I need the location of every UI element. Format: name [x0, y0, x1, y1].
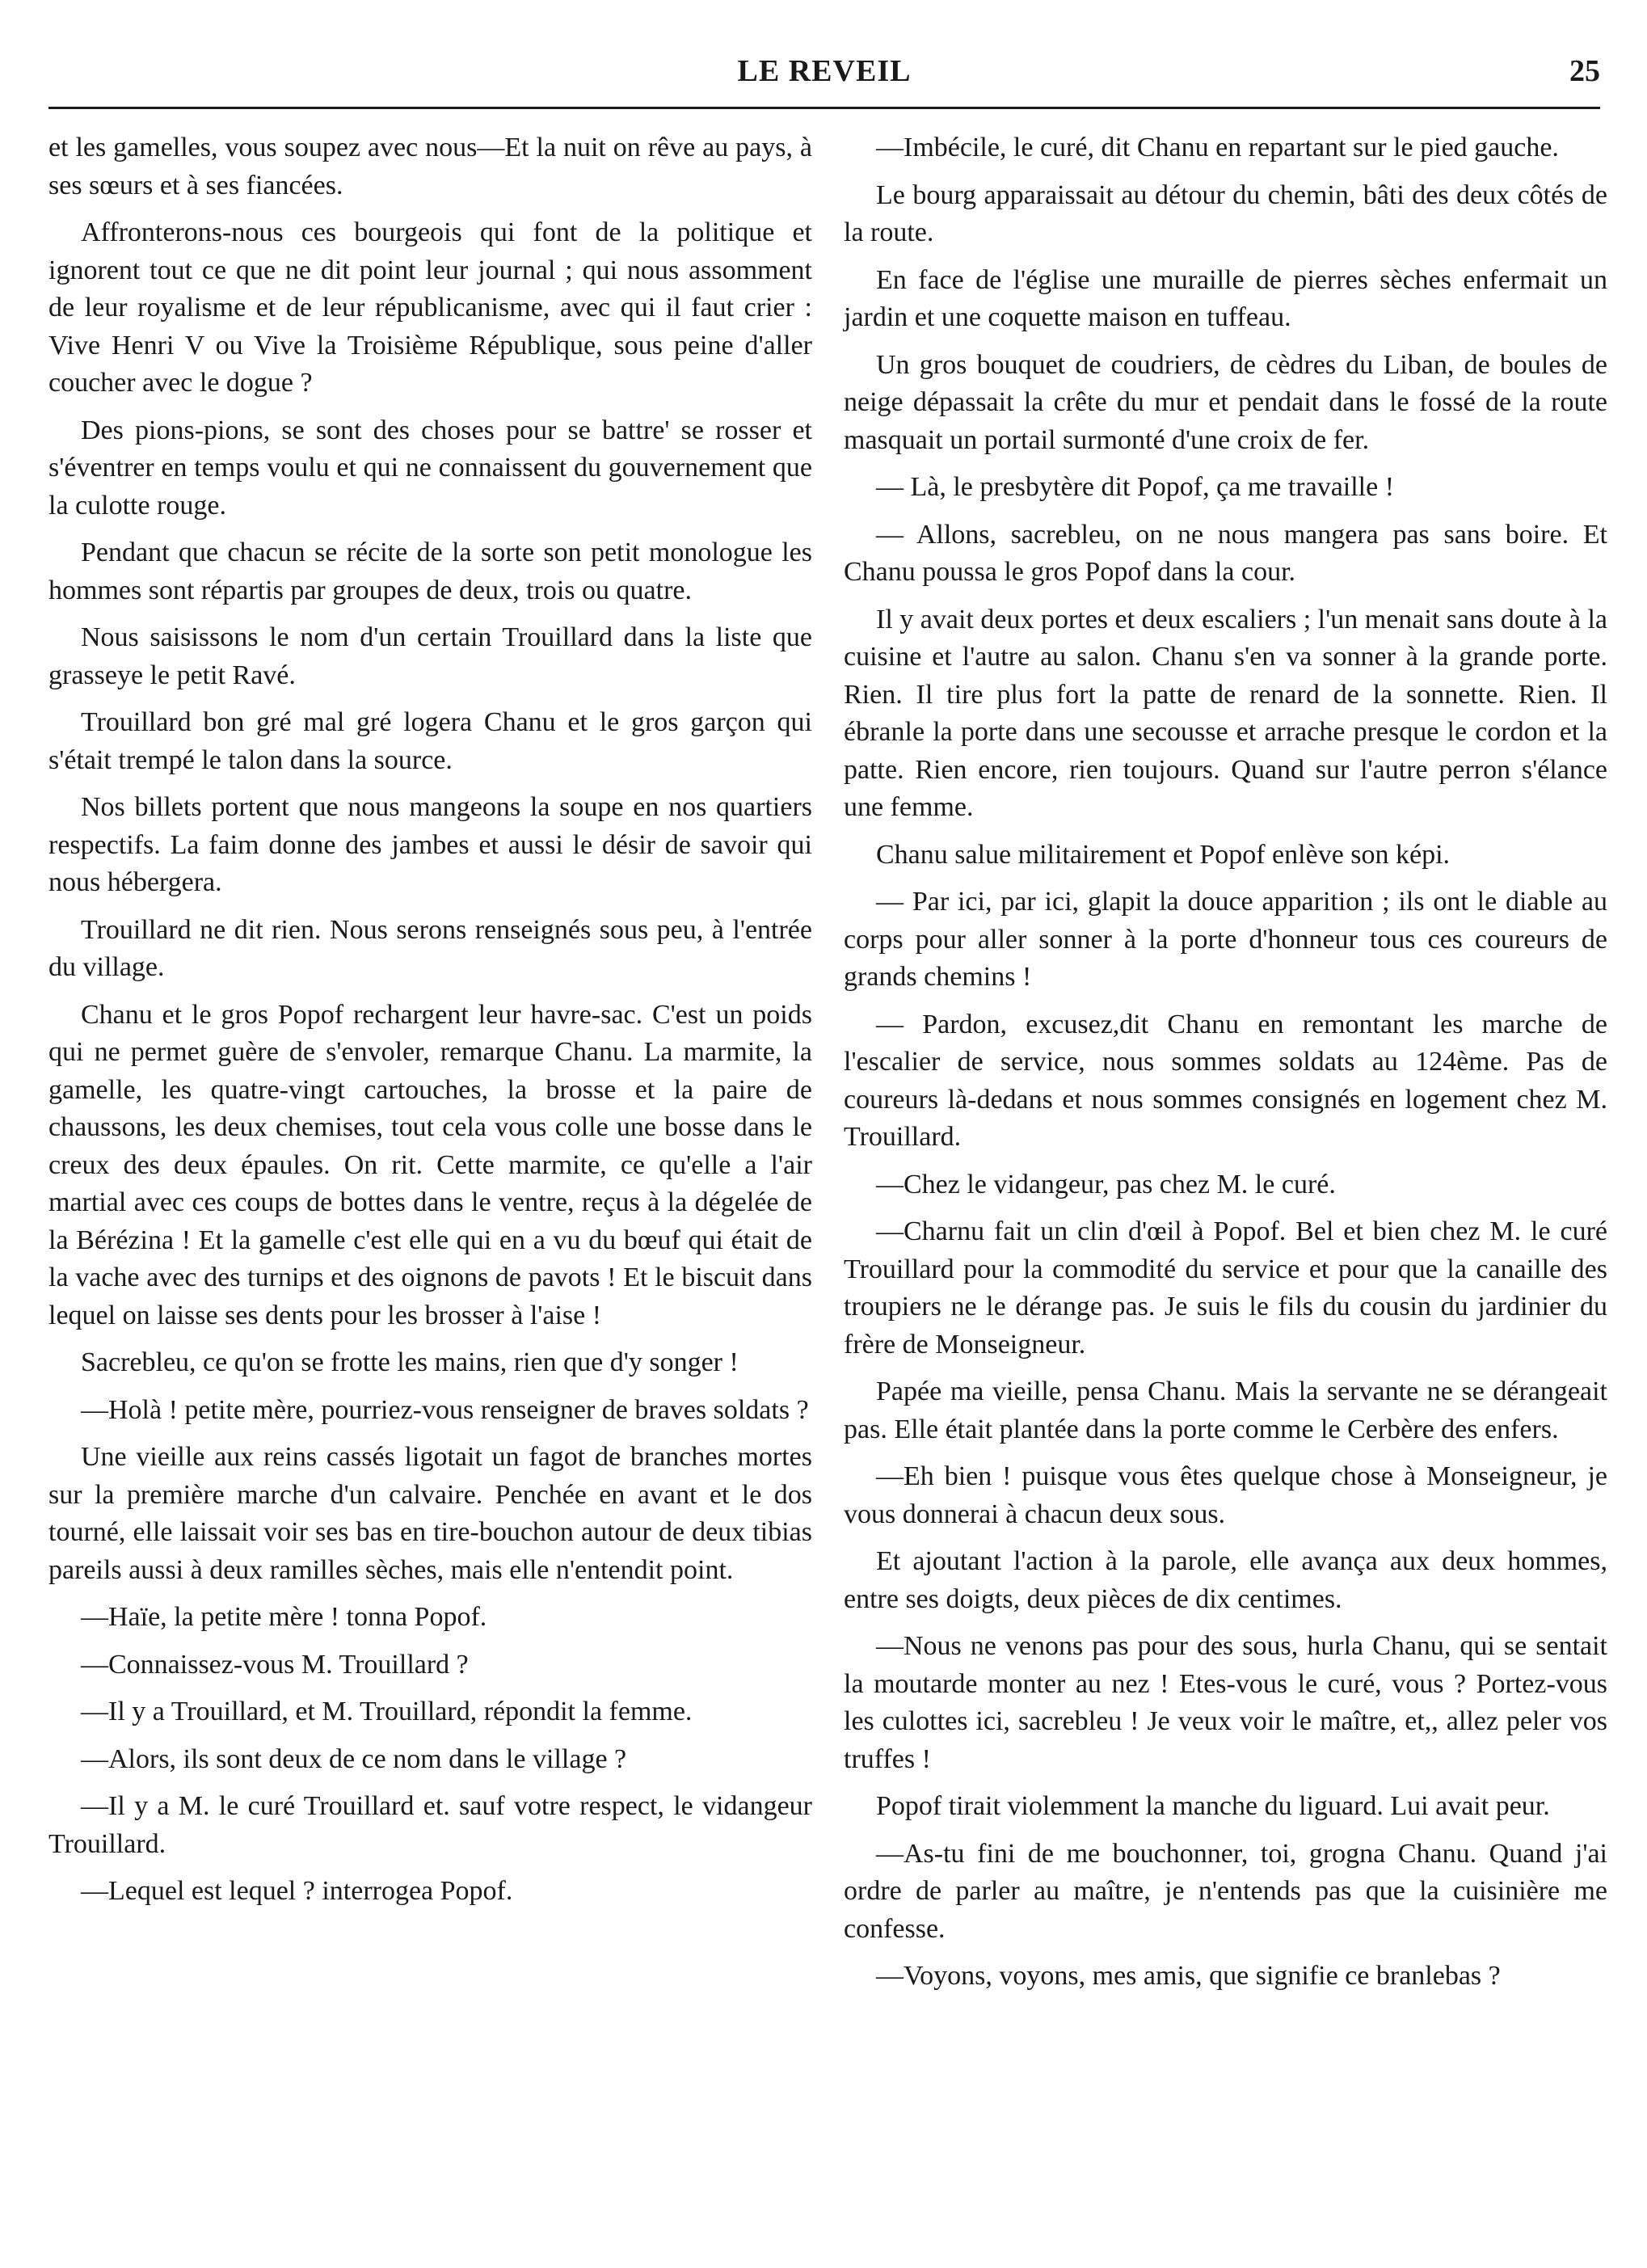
paragraph: —Lequel est lequel ? interrogea Popof. [81, 1876, 513, 1906]
paragraph: et les gamelles, vous soupez avec nous—Et la nuit on rêve au pays, à ses sœurs et à ses fiancées. [48, 133, 812, 200]
paragraph: —Imbécile, le curé, dit Chanu en repartant sur le pied gauche. [876, 133, 1559, 162]
paragraph: Chanu et le gros Popof rechargent leur havre-sac. C'est un poids qui ne permet guère de s'envoler, remarque Chanu. La marmite, la gamelle, les quatre-vingt cartouches, la brosse et la paire de chaussons, les deux chemises, tout cela vous colle une bosse dans le creux des deux épaules. On rit. Cette marmite, ce qu'elle a l'air martial avec ces coups de bottes dans le ventre, reçus à la dégelée de la Bérézina ! Et la gamelle c'est elle qui en a vu du bœuf qui était de la vache avec des turnips et des oignons de pavots ! Et le biscuit dans lequel on laisse ses dents pour les brosser à l'aise ! [48, 999, 812, 1330]
paragraph: Chanu salue militairement et Popof enlève son képi. [876, 839, 1451, 870]
paragraph: Et ajoutant l'action à la parole, elle avança aux deux hommes, entre ses doigts, deux pièces de dix centimes. [844, 1546, 1607, 1614]
paragraph: — Allons, sacrebleu, on ne nous mangera pas sans boire. Et Chanu poussa le gros Popof dans la cour. [844, 519, 1607, 587]
paragraph: —Haïe, la petite mère ! tonna Popof. [81, 1602, 487, 1632]
paragraph: —As-tu fini de me bouchonner, toi, grogna Chanu. Quand j'ai ordre de parler au maître, je n'entends pas que la cuisinière me confesse. [844, 1838, 1607, 1944]
paragraph: — Là, le presbytère dit Popof, ça me travaille ! [876, 472, 1395, 502]
paragraph: —Voyons, voyons, mes amis, que signifie ce branlebas ? [876, 1961, 1501, 1991]
paragraph: Affronterons-nous ces bourgeois qui font de la politique et ignorent tout ce que ne dit point leur journal ; qui nous assomment de leur royalisme et de leur républicanisme, avec qui il faut crier : Vive Henri V ou Vive la Troisième République, sous peine d'aller coucher avec le dogue ? [48, 217, 812, 398]
paragraph: Pendant que chacun se récite de la sorte son petit monologue les hommes sont répartis par groupes de deux, trois ou quatre. [48, 537, 812, 605]
paragraph: Nous saisissons le nom d'un certain Trouillard dans la liste que grasseye le petit Ravé. [48, 622, 812, 690]
paragraph: —Il y a Trouillard, et M. Trouillard, répondit la femme. [81, 1697, 693, 1726]
paragraph: —Nous ne venons pas pour des sous, hurla Chanu, qui se sentait la moutarde monter au nez ! Etes-vous le curé, vous ? Portez-vous les culottes ici, sacrebleu ! Je veux voir le maître, et,, allez peler vos truffes ! [844, 1631, 1607, 1774]
paragraph: Popof tirait violemment la manche du liguard. Lui avait peur. [876, 1791, 1550, 1821]
paragraph: Papée ma vieille, pensa Chanu. Mais la servante ne se dérangeait pas. Elle était plantée dans la porte comme le Cerbère des enfers. [844, 1376, 1607, 1444]
paragraph: Un gros bouquet de coudriers, de cèdres du Liban, de boules de neige dépassait la crête du mur et pendait dans le fossé de la route masquait un portail surmonté d'une croix de fer. [844, 349, 1607, 455]
paragraph: —Chez le vidangeur, pas chez M. le curé. [876, 1169, 1336, 1199]
paragraph: —Holà ! petite mère, pourriez-vous renseigner de braves soldats ? [81, 1394, 809, 1425]
paragraph: —Charnu fait un clin d'œil à Popof. Bel et bien chez M. le curé Trouillard pour la commodité du service et pour que la canaille des troupiers ne le dérange pas. Je suis le fils du cousin du jardinier du frère de Monseigneur. [844, 1216, 1607, 1360]
publication-title: LE REVEIL [737, 54, 912, 88]
paragraph: —Alors, ils sont deux de ce nom dans le village ? [81, 1743, 627, 1774]
paragraph: Trouillard bon gré mal gré logera Chanu et le gros garçon qui s'était trempé le talon dans la source. [48, 707, 812, 775]
left-column [48, 129, 812, 1920]
paragraph: — Par ici, par ici, glapit la douce apparition ; ils ont le diable au corps pour aller sonner à la porte d'honneur tous ces coureurs de grands chemins ! [844, 887, 1607, 992]
right-column [844, 129, 1607, 2005]
paragraph: Le bourg apparaissait au détour du chemin, bâti des deux côtés de la route. [844, 179, 1607, 247]
header-rule [48, 107, 1600, 109]
paragraph: Trouillard ne dit rien. Nous serons renseignés sous peu, à l'entrée du village. [48, 914, 812, 982]
paragraph: — Pardon, excusez,dit Chanu en remontant les marche de l'escalier de service, nous sommes soldats au 124ème. Pas de coureurs là-dedans et nous sommes consignés en logement chez M. Trouillard. [844, 1009, 1607, 1152]
paragraph: Nos billets portent que nous mangeons la soupe en nos quartiers respectifs. La faim donne des jambes et aussi le désir de savoir qui nous hébergera. [48, 792, 812, 897]
paragraph: Sacrebleu, ce qu'on se frotte les mains, rien que d'y songer ! [81, 1347, 739, 1377]
paragraph: Il y avait deux portes et deux escaliers ; l'un menait sans doute à la cuisine et l'autre au salon. Chanu s'en va sonner à la grande porte. Rien. Il tire plus fort la patte de renard de la sonnette. Rien. Il ébranle la porte dans une secousse et arrache presque le cordon et la patte. Rien encore, rien toujours. Quand sur l'autre perron s'élance une femme. [844, 604, 1607, 822]
paragraph: En face de l'église une muraille de pierres sèches enfermait un jardin et une coquette maison en tuffeau. [844, 264, 1607, 332]
paragraph: Des pions-pions, se sont des choses pour se battre' se rosser et s'éventrer en temps voulu et qui ne connaissent du gouvernement que la culotte rouge. [48, 415, 812, 521]
paragraph: —Il y a M. le curé Trouillard et. sauf votre respect, le vidangeur Trouillard. [48, 1791, 812, 1859]
paragraph: —Connaissez-vous M. Trouillard ? [81, 1649, 469, 1680]
paragraph: —Eh bien ! puisque vous êtes quelque chose à Monseigneur, je vous donnerai à chacun deux sous. [844, 1461, 1607, 1529]
page-number: 25 [1569, 54, 1600, 88]
page-header [48, 48, 1600, 105]
paragraph: Une vieille aux reins cassés ligotait un fagot de branches mortes sur la première marche d'un calvaire. Penchée en avant et le dos tourné, elle laissait voir ses bas en tire-bouchon autour de deux tibias pareils aussi à deux ramilles sèches, mais elle n'entendit point. [48, 1442, 812, 1585]
